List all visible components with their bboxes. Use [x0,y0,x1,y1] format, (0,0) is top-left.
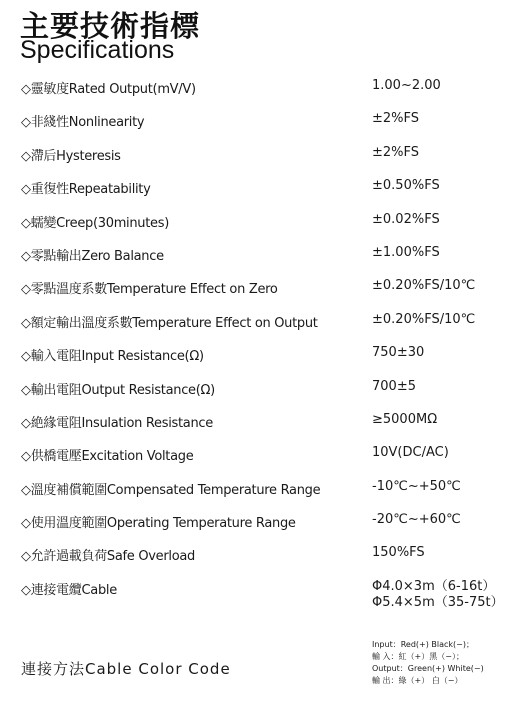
cable-spec-line: Φ4.0×3m（6-16t） [372,578,496,594]
spec-row-output-resistance [21,379,501,412]
cable-spec-line: Φ5.4×5m（35-75t） [372,594,504,610]
page-title-english: Specifications [20,36,175,64]
spec-row-safe-overload [21,545,501,578]
spec-label: ◇允許過載負荷Safe Overload [21,549,195,565]
spec-value: -20℃~+60℃ [372,512,461,528]
spec-row-repeatability [21,178,501,211]
spec-label: ◇連接電纜Cable [21,582,117,598]
spec-label: ◇輸出電阻Output Resistance(Ω) [21,382,215,398]
spec-row-cable [21,578,504,612]
cable-color-code-details [372,639,484,687]
spec-value: -10℃~+50℃ [372,478,461,494]
spec-value: 750±30 [372,345,425,361]
spec-value: 150%FS [372,545,425,561]
cable-color-code-label: 連接方法Cable Color Code [21,660,231,678]
spec-label: ◇供橋電壓Excitation Voltage [21,449,194,465]
spec-row-hysteresis [21,145,501,178]
spec-label: ◇靈敏度Rated Output(mV/V) [21,82,196,97]
spec-row-compensated-temp-range [21,479,501,512]
page-title-chinese: 主要技術指標 [20,9,201,43]
spec-value: 1.00~2.00 [372,78,441,93]
spec-label: ◇非綫性Nonlinearity [21,115,145,131]
cable-code-line: 輸 出：綠（+） 白（−） [372,676,463,685]
cable-code-line: 輸 入：紅（+）黑（−）； [372,652,464,661]
cable-code-line: Output：Green(+) White(−) [372,664,484,673]
spec-label: ◇輸入電阻Input Resistance(Ω) [21,349,204,365]
spec-row-temp-effect-output [21,312,501,345]
spec-row-input-resistance [21,345,501,378]
spec-value: ±0.20%FS/10℃ [372,278,476,294]
spec-label: ◇額定輸出溫度系數Temperature Effect on Output [21,315,318,331]
spec-label: ◇滯后Hysteresis [21,148,121,164]
spec-row-rated-output [21,78,501,111]
spec-row-zero-balance [21,245,501,278]
spec-label: ◇絶緣電阻Insulation Resistance [21,415,213,431]
spec-row-creep [21,212,501,245]
spec-row-insulation-resistance [21,412,501,445]
spec-row-temp-effect-zero [21,278,501,311]
spec-value: ±0.20%FS/10℃ [372,311,476,327]
spec-value: 10V(DC/AC) [372,445,449,461]
spec-row-nonlinearity [21,111,501,144]
spec-label: ◇溫度補償範圍Compensated Temperature Range [21,482,321,498]
spec-value: ±2%FS [372,111,420,127]
spec-value: ±0.02%FS [372,211,440,227]
spec-value: ±1.00%FS [372,244,440,260]
spec-row-operating-temp-range [21,512,501,545]
spec-value: ±0.50%FS [372,178,440,194]
spec-row-excitation-voltage [21,445,501,478]
spec-label: ◇零點溫度系數Temperature Effect on Zero [21,282,278,298]
spec-label: ◇重復性Repeatability [21,182,151,198]
spec-value: ≥5000MΩ [372,411,438,427]
specifications-list [21,78,504,612]
spec-value: 700±5 [372,378,416,394]
spec-label: ◇零點輸出Zero Balance [21,248,164,264]
spec-value: ±2%FS [372,144,420,160]
spec-label: ◇使用溫度範圍Operating Temperature Range [21,516,296,532]
spec-value-cable [372,579,504,611]
cable-code-line: Input：Red(+) Black(−)； [372,640,474,649]
spec-label: ◇蠕變Creep(30minutes) [21,215,169,231]
